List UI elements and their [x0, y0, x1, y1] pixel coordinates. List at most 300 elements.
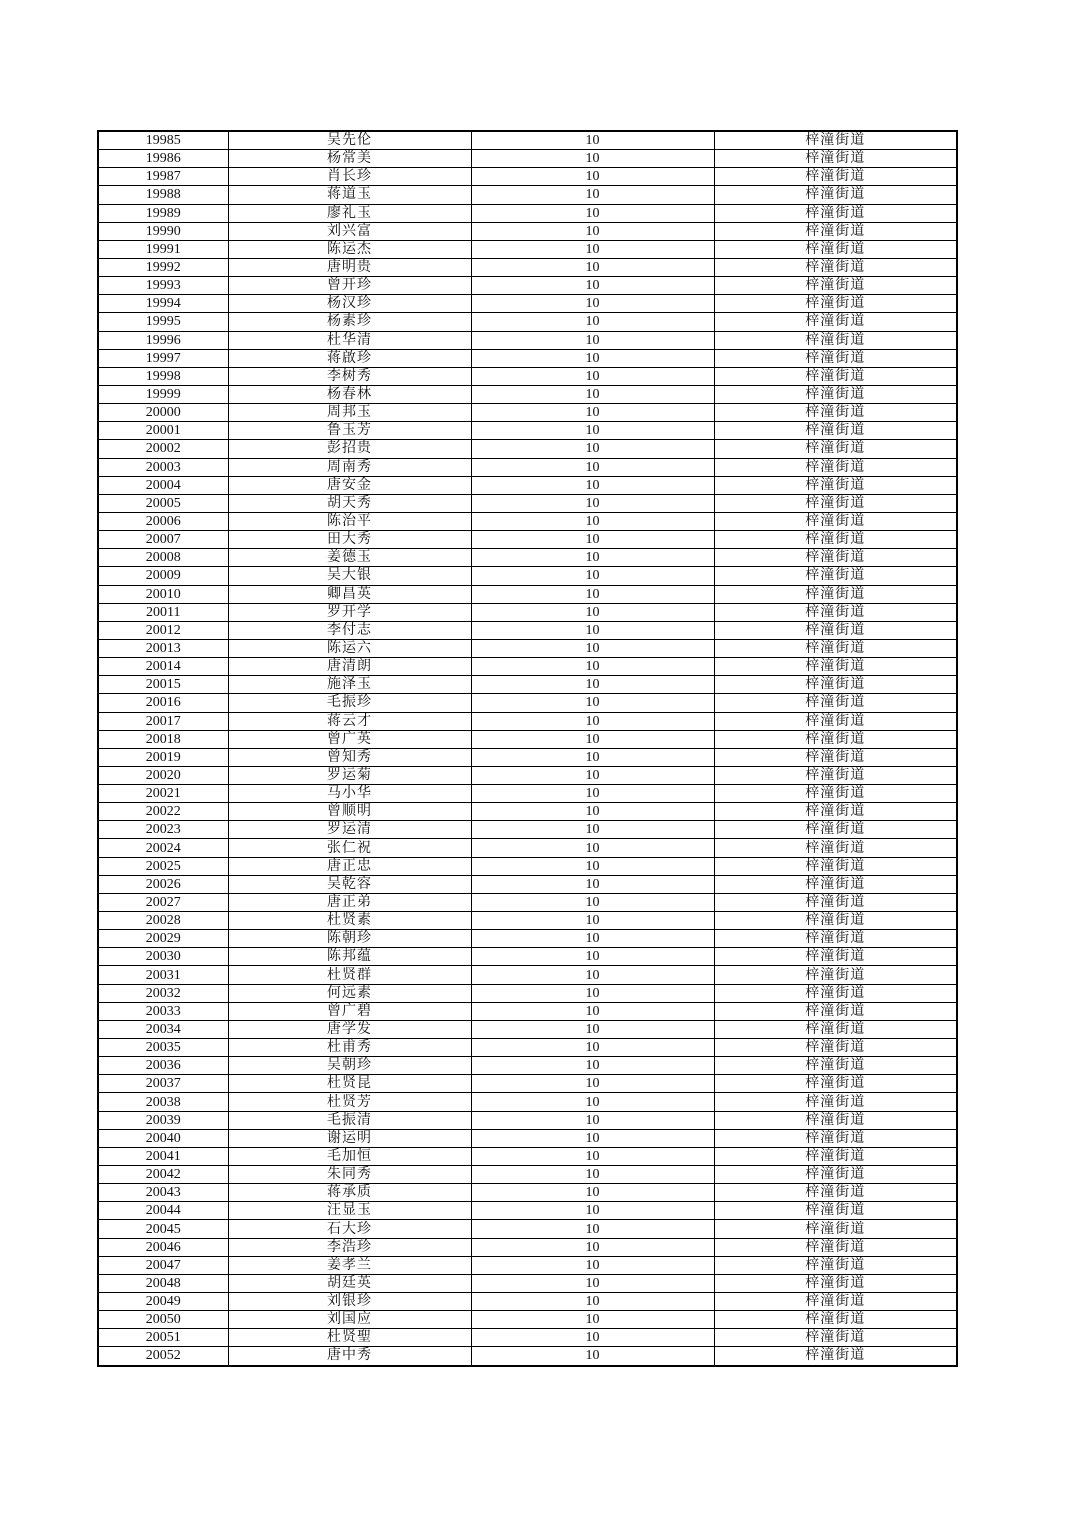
table-row	[98, 893, 957, 911]
name-cell: 胡天秀	[228, 494, 471, 512]
name-cell: 张仁祝	[228, 839, 471, 857]
name-cell: 杜贤芳	[228, 1093, 471, 1111]
data-table	[97, 130, 958, 1367]
name-cell: 彭招贵	[228, 440, 471, 458]
row-number-cell: 20052	[98, 1347, 228, 1366]
name-cell: 杜贤素	[228, 912, 471, 930]
name-cell: 施泽玉	[228, 676, 471, 694]
amount-cell: 10	[471, 240, 714, 258]
street-cell: 梓潼街道	[714, 603, 957, 621]
amount-cell: 10	[471, 222, 714, 240]
table-row	[98, 1329, 957, 1347]
name-cell: 杨素珍	[228, 313, 471, 331]
amount-cell: 10	[471, 839, 714, 857]
table-row	[98, 1293, 957, 1311]
amount-cell: 10	[471, 785, 714, 803]
name-cell: 罗运菊	[228, 766, 471, 784]
street-cell: 梓潼街道	[714, 621, 957, 639]
row-number-cell: 20010	[98, 585, 228, 603]
table-row	[98, 277, 957, 295]
row-number-cell: 20051	[98, 1329, 228, 1347]
amount-cell: 10	[471, 1202, 714, 1220]
amount-cell: 10	[471, 712, 714, 730]
table-row	[98, 912, 957, 930]
table-row	[98, 930, 957, 948]
amount-cell: 10	[471, 476, 714, 494]
amount-cell: 10	[471, 603, 714, 621]
row-number-cell: 19996	[98, 331, 228, 349]
street-cell: 梓潼街道	[714, 893, 957, 911]
street-cell: 梓潼街道	[714, 676, 957, 694]
amount-cell: 10	[471, 1329, 714, 1347]
table-row	[98, 821, 957, 839]
table-row	[98, 966, 957, 984]
amount-cell: 10	[471, 966, 714, 984]
table-row	[98, 240, 957, 258]
street-cell: 梓潼街道	[714, 1329, 957, 1347]
amount-cell: 10	[471, 131, 714, 150]
street-cell: 梓潼街道	[714, 839, 957, 857]
street-cell: 梓潼街道	[714, 875, 957, 893]
row-number-cell: 20008	[98, 549, 228, 567]
table-row	[98, 603, 957, 621]
row-number-cell: 20014	[98, 658, 228, 676]
table-row	[98, 1093, 957, 1111]
name-cell: 唐学发	[228, 1020, 471, 1038]
row-number-cell: 20024	[98, 839, 228, 857]
table-row	[98, 948, 957, 966]
name-cell: 李浩珍	[228, 1238, 471, 1256]
table-row	[98, 639, 957, 657]
amount-cell: 10	[471, 295, 714, 313]
amount-cell: 10	[471, 893, 714, 911]
row-number-cell: 19993	[98, 277, 228, 295]
table-row	[98, 186, 957, 204]
table-row	[98, 1311, 957, 1329]
amount-cell: 10	[471, 676, 714, 694]
table-row	[98, 531, 957, 549]
street-cell: 梓潼街道	[714, 331, 957, 349]
name-cell: 唐安金	[228, 476, 471, 494]
street-cell: 梓潼街道	[714, 658, 957, 676]
name-cell: 何远素	[228, 984, 471, 1002]
street-cell: 梓潼街道	[714, 930, 957, 948]
amount-cell: 10	[471, 694, 714, 712]
row-number-cell: 20031	[98, 966, 228, 984]
table-row	[98, 422, 957, 440]
street-cell: 梓潼街道	[714, 258, 957, 276]
name-cell: 唐明贵	[228, 258, 471, 276]
amount-cell: 10	[471, 730, 714, 748]
table-row	[98, 766, 957, 784]
amount-cell: 10	[471, 1129, 714, 1147]
table-row	[98, 1256, 957, 1274]
row-number-cell: 20037	[98, 1075, 228, 1093]
table-row	[98, 440, 957, 458]
table-row	[98, 1129, 957, 1147]
row-number-cell: 20006	[98, 512, 228, 530]
name-cell: 蒋云才	[228, 712, 471, 730]
name-cell: 唐中秀	[228, 1347, 471, 1366]
amount-cell: 10	[471, 458, 714, 476]
amount-cell: 10	[471, 404, 714, 422]
row-number-cell: 19988	[98, 186, 228, 204]
street-cell: 梓潼街道	[714, 785, 957, 803]
amount-cell: 10	[471, 1274, 714, 1292]
table-row	[98, 458, 957, 476]
street-cell: 梓潼街道	[714, 349, 957, 367]
street-cell: 梓潼街道	[714, 476, 957, 494]
row-number-cell: 20033	[98, 1002, 228, 1020]
name-cell: 陈运杰	[228, 240, 471, 258]
amount-cell: 10	[471, 658, 714, 676]
row-number-cell: 19986	[98, 150, 228, 168]
row-number-cell: 20004	[98, 476, 228, 494]
name-cell: 曾开珍	[228, 277, 471, 295]
amount-cell: 10	[471, 1002, 714, 1020]
row-number-cell: 19998	[98, 367, 228, 385]
row-number-cell: 20018	[98, 730, 228, 748]
table-row	[98, 1147, 957, 1165]
table-row	[98, 313, 957, 331]
table-row	[98, 1020, 957, 1038]
street-cell: 梓潼街道	[714, 803, 957, 821]
amount-cell: 10	[471, 349, 714, 367]
street-cell: 梓潼街道	[714, 1166, 957, 1184]
amount-cell: 10	[471, 639, 714, 657]
street-cell: 梓潼街道	[714, 422, 957, 440]
row-number-cell: 20012	[98, 621, 228, 639]
street-cell: 梓潼街道	[714, 458, 957, 476]
amount-cell: 10	[471, 277, 714, 295]
name-cell: 杨春林	[228, 385, 471, 403]
name-cell: 毛振清	[228, 1111, 471, 1129]
row-number-cell: 20029	[98, 930, 228, 948]
name-cell: 曾广英	[228, 730, 471, 748]
row-number-cell: 19999	[98, 385, 228, 403]
street-cell: 梓潼街道	[714, 150, 957, 168]
amount-cell: 10	[471, 1111, 714, 1129]
street-cell: 梓潼街道	[714, 1347, 957, 1366]
row-number-cell: 19991	[98, 240, 228, 258]
table-row	[98, 694, 957, 712]
table-row	[98, 1347, 957, 1366]
street-cell: 梓潼街道	[714, 1202, 957, 1220]
amount-cell: 10	[471, 984, 714, 1002]
street-cell: 梓潼街道	[714, 567, 957, 585]
street-cell: 梓潼街道	[714, 857, 957, 875]
name-cell: 田大秀	[228, 531, 471, 549]
table-row	[98, 1002, 957, 1020]
name-cell: 李树秀	[228, 367, 471, 385]
table-row	[98, 367, 957, 385]
street-cell: 梓潼街道	[714, 549, 957, 567]
name-cell: 卿昌英	[228, 585, 471, 603]
street-cell: 梓潼街道	[714, 277, 957, 295]
name-cell: 周邦玉	[228, 404, 471, 422]
street-cell: 梓潼街道	[714, 494, 957, 512]
amount-cell: 10	[471, 512, 714, 530]
name-cell: 肖长珍	[228, 168, 471, 186]
street-cell: 梓潼街道	[714, 1147, 957, 1165]
street-cell: 梓潼街道	[714, 531, 957, 549]
name-cell: 姜德玉	[228, 549, 471, 567]
name-cell: 蒋道玉	[228, 186, 471, 204]
street-cell: 梓潼街道	[714, 240, 957, 258]
name-cell: 唐正弟	[228, 893, 471, 911]
amount-cell: 10	[471, 150, 714, 168]
table-row	[98, 476, 957, 494]
table-row	[98, 875, 957, 893]
name-cell: 杨汉珍	[228, 295, 471, 313]
amount-cell: 10	[471, 204, 714, 222]
amount-cell: 10	[471, 422, 714, 440]
street-cell: 梓潼街道	[714, 168, 957, 186]
name-cell: 杜贤聖	[228, 1329, 471, 1347]
street-cell: 梓潼街道	[714, 1311, 957, 1329]
amount-cell: 10	[471, 1093, 714, 1111]
name-cell: 曾顺明	[228, 803, 471, 821]
row-number-cell: 20020	[98, 766, 228, 784]
table-row	[98, 204, 957, 222]
name-cell: 马小华	[228, 785, 471, 803]
street-cell: 梓潼街道	[714, 730, 957, 748]
table-row	[98, 404, 957, 422]
amount-cell: 10	[471, 258, 714, 276]
amount-cell: 10	[471, 1238, 714, 1256]
row-number-cell: 20032	[98, 984, 228, 1002]
row-number-cell: 19994	[98, 295, 228, 313]
row-number-cell: 20019	[98, 748, 228, 766]
street-cell: 梓潼街道	[714, 1093, 957, 1111]
street-cell: 梓潼街道	[714, 204, 957, 222]
table-row	[98, 785, 957, 803]
amount-cell: 10	[471, 1220, 714, 1238]
street-cell: 梓潼街道	[714, 1002, 957, 1020]
street-cell: 梓潼街道	[714, 1039, 957, 1057]
street-cell: 梓潼街道	[714, 186, 957, 204]
row-number-cell: 20026	[98, 875, 228, 893]
amount-cell: 10	[471, 313, 714, 331]
name-cell: 杨常美	[228, 150, 471, 168]
amount-cell: 10	[471, 875, 714, 893]
name-cell: 刘银珍	[228, 1293, 471, 1311]
street-cell: 梓潼街道	[714, 313, 957, 331]
name-cell: 杜甫秀	[228, 1039, 471, 1057]
table-row	[98, 621, 957, 639]
amount-cell: 10	[471, 1293, 714, 1311]
amount-cell: 10	[471, 748, 714, 766]
amount-cell: 10	[471, 948, 714, 966]
row-number-cell: 19989	[98, 204, 228, 222]
name-cell: 鲁玉芳	[228, 422, 471, 440]
row-number-cell: 20035	[98, 1039, 228, 1057]
table-row	[98, 385, 957, 403]
table-row	[98, 748, 957, 766]
row-number-cell: 20025	[98, 857, 228, 875]
street-cell: 梓潼街道	[714, 404, 957, 422]
row-number-cell: 20050	[98, 1311, 228, 1329]
table-row	[98, 803, 957, 821]
amount-cell: 10	[471, 585, 714, 603]
row-number-cell: 20036	[98, 1057, 228, 1075]
name-cell: 毛振珍	[228, 694, 471, 712]
row-number-cell: 20040	[98, 1129, 228, 1147]
table-row	[98, 512, 957, 530]
street-cell: 梓潼街道	[714, 440, 957, 458]
table-row	[98, 857, 957, 875]
table-row	[98, 585, 957, 603]
row-number-cell: 20015	[98, 676, 228, 694]
amount-cell: 10	[471, 1020, 714, 1038]
street-cell: 梓潼街道	[714, 1293, 957, 1311]
name-cell: 杜华清	[228, 331, 471, 349]
street-cell: 梓潼街道	[714, 1057, 957, 1075]
amount-cell: 10	[471, 857, 714, 875]
street-cell: 梓潼街道	[714, 1220, 957, 1238]
name-cell: 吴大银	[228, 567, 471, 585]
street-cell: 梓潼街道	[714, 1111, 957, 1129]
street-cell: 梓潼街道	[714, 1184, 957, 1202]
street-cell: 梓潼街道	[714, 1238, 957, 1256]
street-cell: 梓潼街道	[714, 948, 957, 966]
street-cell: 梓潼街道	[714, 639, 957, 657]
table-row	[98, 1274, 957, 1292]
name-cell: 杜贤昆	[228, 1075, 471, 1093]
amount-cell: 10	[471, 1147, 714, 1165]
street-cell: 梓潼街道	[714, 966, 957, 984]
name-cell: 陈邦蕴	[228, 948, 471, 966]
table-row	[98, 712, 957, 730]
name-cell: 陈运六	[228, 639, 471, 657]
name-cell: 朱同秀	[228, 1166, 471, 1184]
street-cell: 梓潼街道	[714, 984, 957, 1002]
amount-cell: 10	[471, 186, 714, 204]
name-cell: 蒋承质	[228, 1184, 471, 1202]
table-row	[98, 331, 957, 349]
row-number-cell: 20007	[98, 531, 228, 549]
row-number-cell: 20001	[98, 422, 228, 440]
amount-cell: 10	[471, 1311, 714, 1329]
row-number-cell: 19992	[98, 258, 228, 276]
amount-cell: 10	[471, 331, 714, 349]
table-row	[98, 1166, 957, 1184]
row-number-cell: 20046	[98, 1238, 228, 1256]
table-row	[98, 984, 957, 1002]
amount-cell: 10	[471, 621, 714, 639]
amount-cell: 10	[471, 1057, 714, 1075]
street-cell: 梓潼街道	[714, 821, 957, 839]
name-cell: 李付志	[228, 621, 471, 639]
table-row	[98, 168, 957, 186]
street-cell: 梓潼街道	[714, 748, 957, 766]
table-row	[98, 150, 957, 168]
street-cell: 梓潼街道	[714, 694, 957, 712]
name-cell: 吴先伦	[228, 131, 471, 150]
row-number-cell: 20023	[98, 821, 228, 839]
name-cell: 毛加恒	[228, 1147, 471, 1165]
table-row	[98, 1202, 957, 1220]
street-cell: 梓潼街道	[714, 585, 957, 603]
amount-cell: 10	[471, 912, 714, 930]
table-row	[98, 1057, 957, 1075]
amount-cell: 10	[471, 440, 714, 458]
amount-cell: 10	[471, 803, 714, 821]
row-number-cell: 20042	[98, 1166, 228, 1184]
amount-cell: 10	[471, 766, 714, 784]
table-row	[98, 258, 957, 276]
street-cell: 梓潼街道	[714, 512, 957, 530]
name-cell: 廖礼玉	[228, 204, 471, 222]
row-number-cell: 20028	[98, 912, 228, 930]
name-cell: 唐正忠	[228, 857, 471, 875]
row-number-cell: 20011	[98, 603, 228, 621]
table-row	[98, 549, 957, 567]
amount-cell: 10	[471, 385, 714, 403]
street-cell: 梓潼街道	[714, 1129, 957, 1147]
table-row	[98, 567, 957, 585]
table-body	[98, 131, 957, 1366]
table-row	[98, 222, 957, 240]
amount-cell: 10	[471, 1075, 714, 1093]
name-cell: 陈治平	[228, 512, 471, 530]
amount-cell: 10	[471, 1347, 714, 1366]
table-row	[98, 658, 957, 676]
street-cell: 梓潼街道	[714, 295, 957, 313]
name-cell: 蒋啟珍	[228, 349, 471, 367]
row-number-cell: 19995	[98, 313, 228, 331]
street-cell: 梓潼街道	[714, 766, 957, 784]
amount-cell: 10	[471, 821, 714, 839]
row-number-cell: 20049	[98, 1293, 228, 1311]
table-row	[98, 1111, 957, 1129]
name-cell: 陈朝珍	[228, 930, 471, 948]
amount-cell: 10	[471, 1256, 714, 1274]
street-cell: 梓潼街道	[714, 1020, 957, 1038]
table-row	[98, 730, 957, 748]
table-row	[98, 676, 957, 694]
row-number-cell: 20013	[98, 639, 228, 657]
street-cell: 梓潼街道	[714, 1274, 957, 1292]
name-cell: 罗开学	[228, 603, 471, 621]
table-row	[98, 494, 957, 512]
amount-cell: 10	[471, 930, 714, 948]
table-row	[98, 349, 957, 367]
name-cell: 杜贤群	[228, 966, 471, 984]
table-row	[98, 1039, 957, 1057]
amount-cell: 10	[471, 567, 714, 585]
name-cell: 石大珍	[228, 1220, 471, 1238]
name-cell: 周南秀	[228, 458, 471, 476]
name-cell: 刘国应	[228, 1311, 471, 1329]
row-number-cell: 20022	[98, 803, 228, 821]
name-cell: 吴朝珍	[228, 1057, 471, 1075]
table-row	[98, 1238, 957, 1256]
row-number-cell: 20045	[98, 1220, 228, 1238]
row-number-cell: 20017	[98, 712, 228, 730]
table-row	[98, 839, 957, 857]
row-number-cell: 20038	[98, 1093, 228, 1111]
amount-cell: 10	[471, 1184, 714, 1202]
row-number-cell: 20027	[98, 893, 228, 911]
row-number-cell: 20041	[98, 1147, 228, 1165]
row-number-cell: 20043	[98, 1184, 228, 1202]
table-row	[98, 1184, 957, 1202]
row-number-cell: 20003	[98, 458, 228, 476]
name-cell: 谢运明	[228, 1129, 471, 1147]
row-number-cell: 20034	[98, 1020, 228, 1038]
name-cell: 胡廷英	[228, 1274, 471, 1292]
